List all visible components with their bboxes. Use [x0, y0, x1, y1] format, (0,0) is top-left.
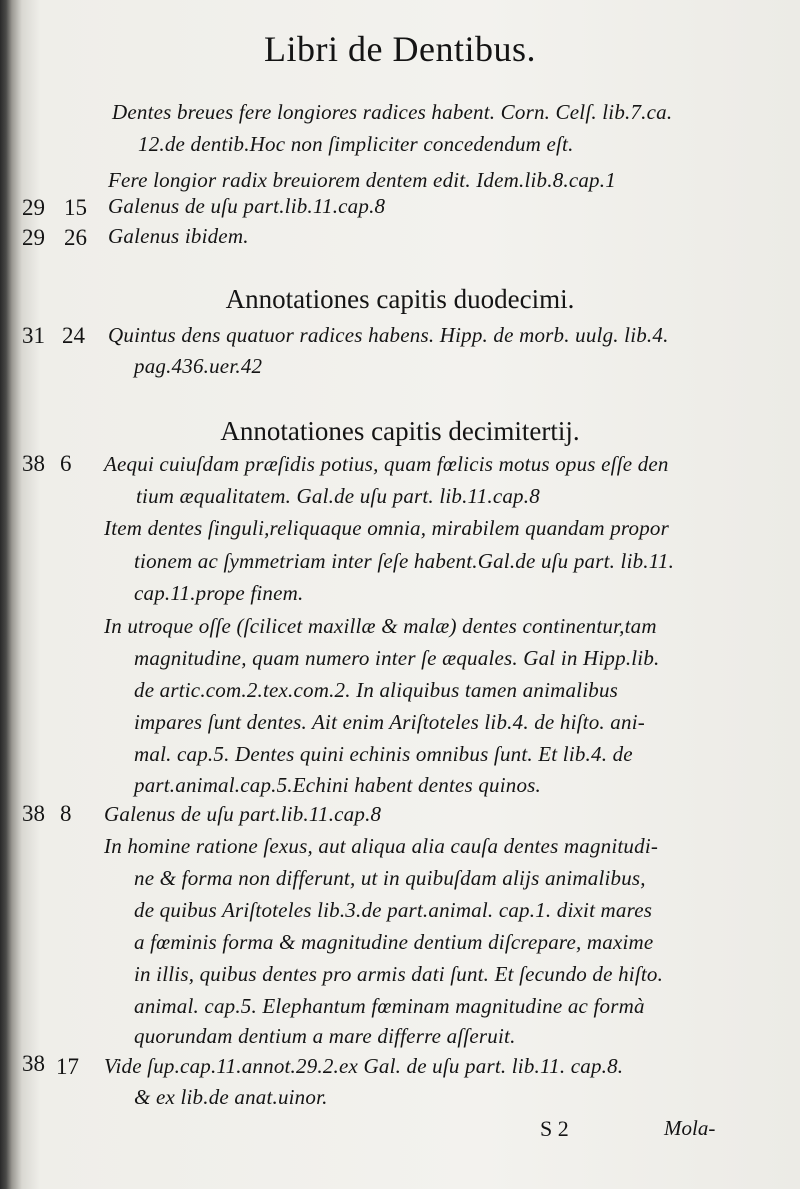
catchword: Mola- [664, 1116, 716, 1140]
text-line: impares ſunt dentes. Ait enim Ariſtoteles lib.4. de hiſto. ani- [134, 710, 645, 734]
text-line: quorundam dentium a mare differre aſſeruit. [134, 1024, 516, 1048]
text-line: Fere longior radix breuiorem dentem edit. Idem.lib.8.cap.1 [108, 168, 616, 192]
text-line: tionem ac ſymmetriam inter ſeſe habent.Gal.de uſu part. lib.11. [134, 549, 675, 573]
text-line: Galenus ibidem. [108, 224, 249, 248]
text-line: mal. cap.5. Dentes quini echinis omnibus ſunt. Et lib.4. de [134, 742, 633, 766]
line-ref: 24 [62, 323, 85, 348]
line-ref: 15 [64, 195, 87, 220]
text-line: de quibus Ariſtoteles lib.3.de part.animal. cap.1. dixit mares [134, 898, 653, 922]
text-line: Dentes breues fere longiores radices habent. Corn. Celſ. lib.7.ca. [112, 100, 673, 124]
page-ref: 29 [22, 225, 45, 250]
text-line: cap.11.prope finem. [134, 581, 304, 605]
text-line: Vide ſup.cap.11.annot.29.2.ex Gal. de uſu part. lib.11. cap.8. [104, 1054, 624, 1078]
text-line: in illis, quibus dentes pro armis dati ſunt. Et ſecundo de hiſto. [134, 962, 664, 986]
page-ref: 31 [22, 323, 45, 348]
page-ref: 29 [22, 195, 45, 220]
line-ref: 6 [60, 451, 72, 476]
page-ref: 38 [22, 1051, 45, 1076]
running-head: Libri de Dentibus. [264, 29, 536, 69]
text-line: ne & forma non differunt, ut in quibuſdam alijs animalibus, [134, 866, 646, 890]
text-line: part.animal.cap.5.Echini habent dentes quinos. [134, 773, 541, 797]
text-line: Quintus dens quatuor radices habens. Hipp. de morb. uulg. lib.4. [108, 323, 669, 347]
text-line: 12.de dentib.Hoc non ſimpliciter concedendum eſt. [138, 132, 574, 156]
line-ref: 26 [64, 225, 87, 250]
line-ref: 17 [56, 1054, 79, 1079]
text-line: In homine ratione ſexus, aut aliqua alia cauſa dentes magnitudi- [104, 834, 659, 858]
line-ref: 8 [60, 801, 72, 826]
text-line: Aequi cuiuſdam præſidis potius, quam fœlicis motus opus eſſe den [104, 452, 669, 476]
section-heading: Annotationes capitis decimitertij. [220, 416, 580, 446]
text-line: a fœminis forma & magnitudine dentium diſcrepare, maxime [134, 930, 654, 954]
text-line: de artic.com.2.tex.com.2. In aliquibus tamen animalibus [134, 678, 619, 702]
page-ref: 38 [22, 801, 45, 826]
section-heading: Annotationes capitis duodecimi. [225, 284, 575, 314]
text-line: animal. cap.5. Elephantum fœminam magnitudine ac formà [134, 994, 645, 1018]
text-line: Galenus de uſu part.lib.11.cap.8 [104, 802, 382, 826]
text-line: In utroque oſſe (ſcilicet maxillæ & malæ) dentes continentur,tam [104, 614, 657, 638]
page-ref: 38 [22, 451, 45, 476]
text-line: Item dentes ſinguli,reliquaque omnia, mirabilem quandam propor [104, 516, 669, 540]
text-line: & ex lib.de anat.uinor. [134, 1085, 328, 1109]
text-line: tium æqualitatem. Gal.de uſu part. lib.11.cap.8 [136, 484, 540, 508]
text-line: pag.436.uer.42 [134, 354, 263, 378]
signature-mark: S 2 [540, 1116, 569, 1141]
text-line: magnitudine, quam numero inter ſe æquales. Gal in Hipp.lib. [134, 646, 660, 670]
text-line: Galenus de uſu part.lib.11.cap.8 [108, 194, 386, 218]
